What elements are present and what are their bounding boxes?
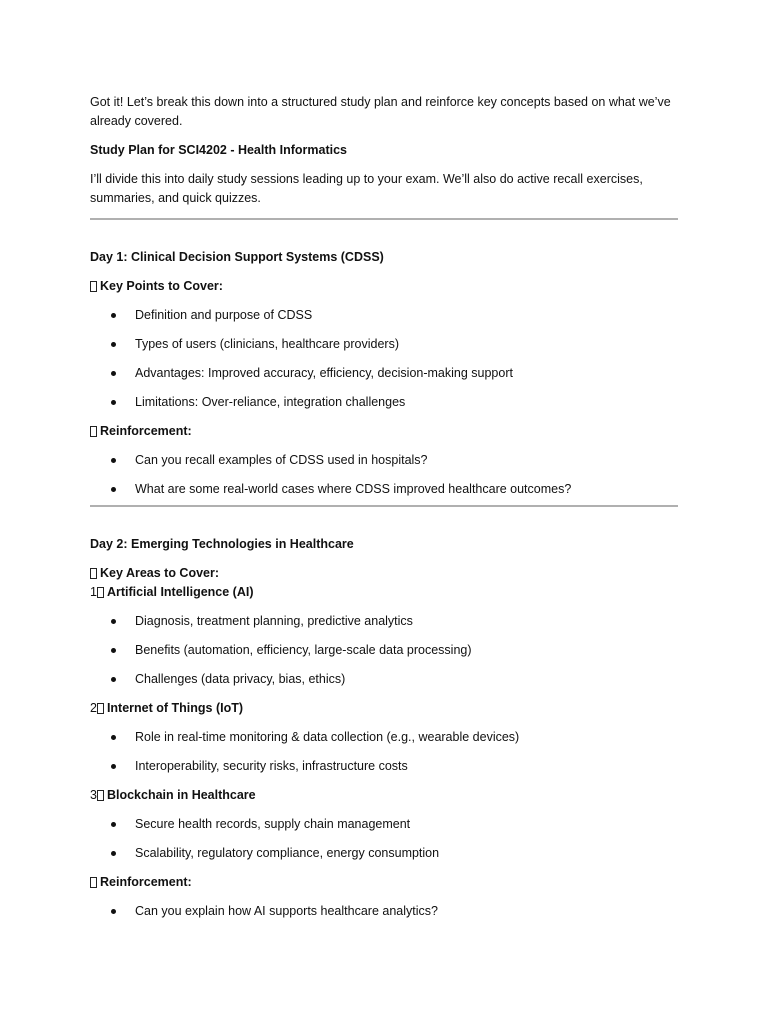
horizontal-divider <box>90 505 678 507</box>
list-item: Scalability, regulatory compliance, energy consumption <box>90 844 678 863</box>
bullet-icon <box>111 313 116 318</box>
document-body <box>90 93 678 931</box>
day2-reinforcement-label <box>90 873 678 892</box>
section-iot-heading <box>90 699 678 718</box>
missing-glyph-icon <box>90 877 97 888</box>
day2-key-areas-label <box>90 564 678 583</box>
section-title: Internet of Things (IoT) <box>106 701 244 715</box>
section-iot-list <box>90 728 678 776</box>
section-number: 1 <box>90 585 97 599</box>
bullet-icon <box>111 764 116 769</box>
list-item: Can you explain how AI supports healthcare analytics? <box>90 902 678 921</box>
section-title: Blockchain in Healthcare <box>106 788 256 802</box>
day1-key-points-text: Key Points to Cover: <box>100 279 223 293</box>
day2-reinforcement-text: Reinforcement: <box>100 875 192 889</box>
section-ai-heading <box>90 583 678 602</box>
bullet-icon <box>111 371 116 376</box>
missing-glyph-icon <box>90 568 97 579</box>
bullet-icon <box>111 619 116 624</box>
missing-glyph-icon <box>97 703 104 714</box>
missing-glyph-icon <box>90 426 97 437</box>
bullet-icon <box>111 735 116 740</box>
day1-reinforcement-text: Reinforcement: <box>100 424 192 438</box>
list-item: What are some real-world cases where CDSS improved healthcare outcomes? <box>90 480 678 499</box>
day2-heading: Day 2: Emerging Technologies in Healthcare <box>90 537 354 551</box>
bullet-icon <box>111 822 116 827</box>
bullet-icon <box>111 851 116 856</box>
day1-key-points-list <box>90 306 678 412</box>
section-blockchain-heading <box>90 786 678 805</box>
day1-reinforcement-label <box>90 422 678 441</box>
list-item: Challenges (data privacy, bias, ethics) <box>90 670 678 689</box>
section-number: 3 <box>90 788 97 802</box>
day2-reinforcement-list <box>90 902 678 921</box>
day1-reinforcement-list <box>90 451 678 499</box>
section-title: Artificial Intelligence (AI) <box>106 585 254 599</box>
day2-key-areas-text: Key Areas to Cover: <box>100 566 220 580</box>
horizontal-divider <box>90 218 678 220</box>
study-plan-title: Study Plan for SCI4202 - Health Informatics <box>90 143 348 157</box>
list-item: Role in real-time monitoring & data collection (e.g., wearable devices) <box>90 728 678 747</box>
list-item: Definition and purpose of CDSS <box>90 306 678 325</box>
intro-paragraph: Got it! Let’s break this down into a structured study plan and reinforce key concepts based on what we’ve already covered. <box>90 95 671 128</box>
intro-description: I’ll divide this into daily study sessions leading up to your exam. We’ll also do active recall exercises, summaries, and quick quizzes. <box>90 172 643 205</box>
bullet-icon <box>111 648 116 653</box>
missing-glyph-icon <box>90 281 97 292</box>
day1-key-points-label <box>90 277 678 296</box>
list-item: Limitations: Over-reliance, integration challenges <box>90 393 678 412</box>
list-item: Diagnosis, treatment planning, predictive analytics <box>90 612 678 631</box>
bullet-icon <box>111 342 116 347</box>
day1-heading: Day 1: Clinical Decision Support Systems (CDSS) <box>90 250 384 264</box>
bullet-icon <box>111 400 116 405</box>
bullet-icon <box>111 487 116 492</box>
section-blockchain-list <box>90 815 678 863</box>
bullet-icon <box>111 458 116 463</box>
section-ai-list <box>90 612 678 689</box>
missing-glyph-icon <box>97 790 104 801</box>
missing-glyph-icon <box>97 587 104 598</box>
list-item: Benefits (automation, efficiency, large-scale data processing) <box>90 641 678 660</box>
list-item: Interoperability, security risks, infrastructure costs <box>90 757 678 776</box>
section-number: 2 <box>90 701 97 715</box>
list-item: Secure health records, supply chain management <box>90 815 678 834</box>
list-item: Types of users (clinicians, healthcare providers) <box>90 335 678 354</box>
list-item: Advantages: Improved accuracy, efficiency, decision-making support <box>90 364 678 383</box>
bullet-icon <box>111 677 116 682</box>
list-item: Can you recall examples of CDSS used in hospitals? <box>90 451 678 470</box>
bullet-icon <box>111 909 116 914</box>
